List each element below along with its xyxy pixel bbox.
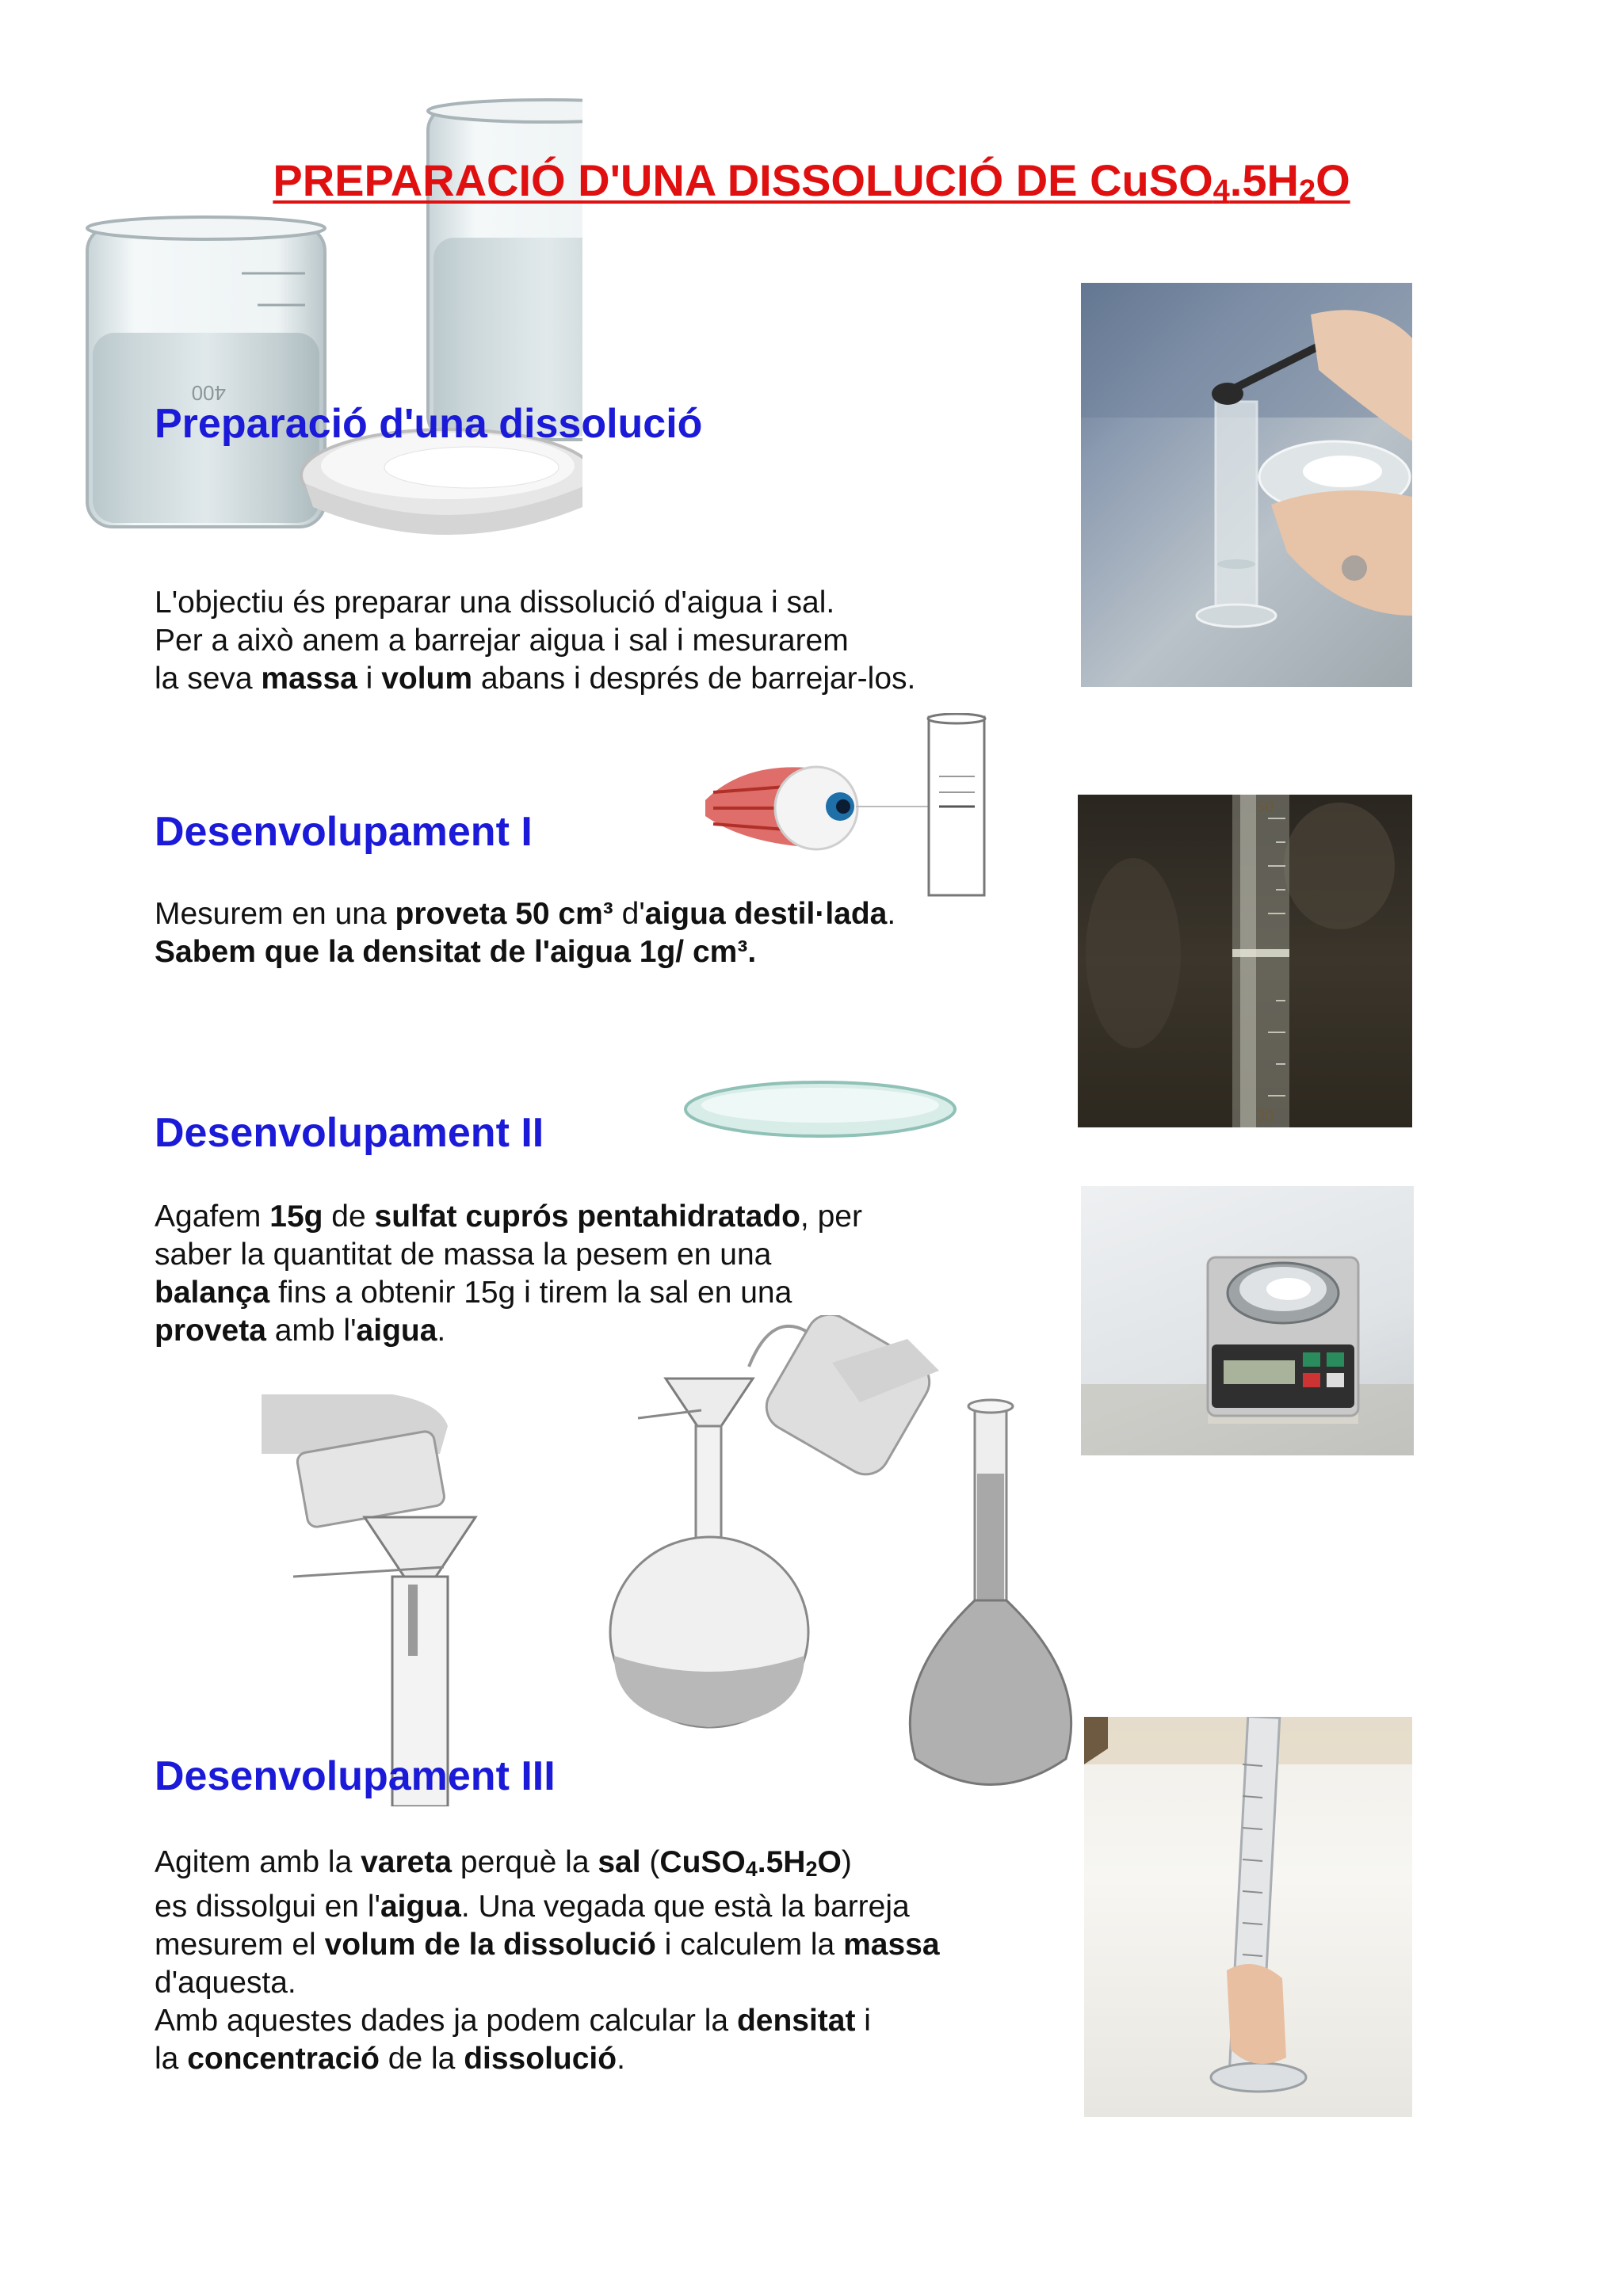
flasks-illustration — [258, 1315, 1082, 1806]
photo-spoon-salt — [1081, 283, 1412, 687]
cylinder-mark-bottom: 30 — [1256, 1108, 1274, 1125]
heading-desenvolupament-1: Desenvolupament I — [155, 809, 533, 855]
paragraph-desenvolupament-1: Mesurem en una proveta 50 cm³ d'aigua destil·lada. Sabem que la densitat de l'aigua 1g/ cm³. — [155, 897, 896, 969]
paragraph-desenvolupament-3: Agitem amb la vareta perquè la sal $(CuSO_4.5H_2O)$ es dissolgui en l'aigua. Una vegada que està la barreja mesurem el volum de la dissolució i calculem la massa d'aquesta. Amb aquestes dades ja podem calcular la densitat i la concentració de la dissolució. — [155, 1845, 940, 2076]
heading-desenvolupament-2: Desenvolupament II — [155, 1110, 544, 1156]
eye-cylinder-illustration — [697, 713, 999, 903]
cylinder-mark-top: 50 — [1256, 799, 1274, 816]
photo-stirring — [1084, 1717, 1412, 2117]
paragraph-objectiu: L'objectiu és preparar una dissolució d'aigua i sal. Per a això anem a barrejar aigua i sal i mesurarem la seva massa i volum abans i després de barrejar-los. — [155, 585, 916, 696]
page-title: PREPARACIÓ D'UNA DISSOLUCIÓ DE $CuSO_4.5H_2O$ — [273, 155, 1350, 208]
paragraph-desenvolupament-2: Agafem 15g de sulfat cuprós pentahidratado, per saber la quantitat de massa la pesem en una balança fins a obtenir 15g i tirem la sal en una proveta amb l'aigua. — [155, 1199, 862, 1348]
watch-glass-illustration — [674, 1074, 967, 1153]
photo-balance — [1081, 1186, 1414, 1455]
heading-desenvolupament-3: Desenvolupament III — [155, 1753, 556, 1799]
photo-graduated-cylinder — [1078, 795, 1412, 1127]
heading-preparacio: Preparació d'una dissolució — [155, 401, 703, 447]
beaker-mark: 400 — [191, 381, 226, 405]
